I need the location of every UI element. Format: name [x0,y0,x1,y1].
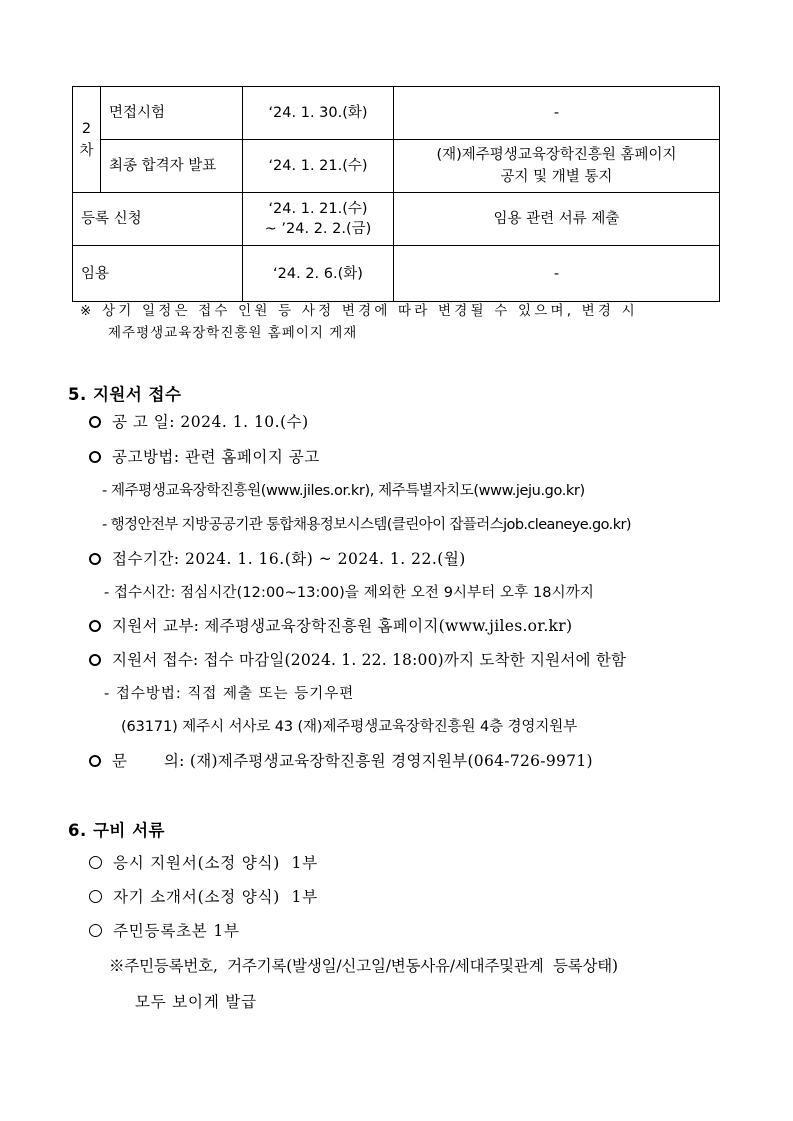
schedule-table [72,86,720,302]
item-cell: 등록 신청 [73,193,243,246]
list-item: - 제주평생교육장학진흥원(www.jiles.or.kr), 제주특별자치도(www.jeju.go.kr) [102,483,585,499]
note-cell: - [394,87,720,140]
note-cell: - [394,246,720,302]
bullet-icon [89,654,101,666]
stage-number: 2 [81,120,92,137]
list-item: 문 의: (재)제주평생교육장학진흥원 경영지원부(064-726-9971) [89,750,593,772]
item-cell: 면접시험 [101,87,243,140]
list-item: 지원서 교부: 제주평생교육장학진흥원 홈페이지(www.jiles.or.kr) [89,615,572,637]
schedule-footnote [80,300,720,344]
stage-cell [73,87,101,193]
stage-suffix: 차 [79,142,94,159]
footnote-line: ※ 상기 일정은 접수 인원 등 사정 변경에 따라 변경될 수 있으며, 변경 시 [80,303,638,319]
list-item: 지원서 접수: 접수 마감일(2024. 1. 22. 18:00)까지 도착한 지원서에 한함 [89,649,626,671]
list-item: 모두 보이게 발급 [135,993,257,1011]
bullet-icon [89,924,102,937]
note-line: 공지 및 개별 통지 [500,169,613,185]
bullet-icon [89,856,102,869]
date-cell: ‘24. 2. 6.(화) [243,246,394,302]
list-item: ※주민등록번호, 거주기록(발생일/신고일/변동사유/세대주및관계 등록상태) [109,957,618,975]
bullet-icon [89,890,102,903]
bullet-icon [89,553,101,565]
bullet-icon [89,416,101,428]
item-cell: 임용 [73,246,243,302]
bullet-icon [89,620,101,632]
note-cell [394,140,720,193]
bullet-icon [89,451,101,463]
note-cell: 임용 관련 서류 제출 [394,193,720,246]
list-item: 공 고 일: 2024. 1. 10.(수) [89,411,309,433]
list-item: 접수기간: 2024. 1. 16.(화) ~ 2024. 1. 22.(월) [89,548,466,570]
table-row [73,140,720,193]
date-line: ‘24. 1. 21.(수) [268,201,368,217]
item-cell: 최종 합격자 발표 [101,140,243,193]
bullet-icon [89,755,101,767]
note-line: (재)제주평생교육장학진흥원 홈페이지 [436,147,677,163]
table-row [73,193,720,246]
table-row [73,87,720,140]
list-item: (63171) 제주시 서사로 43 (재)제주평생교육장학진흥원 4층 경영지원부 [121,719,578,735]
date-cell: ‘24. 1. 30.(화) [243,87,394,140]
date-cell: ‘24. 1. 21.(수) [243,140,394,193]
list-item: - 행정안전부 지방공공기관 통합채용정보시스템(클린아이 잡플러스job.cleaneye.go.kr) [102,517,631,533]
date-cell [243,193,394,246]
list-item: 응시 지원서(소정 양식) 1부 [89,852,318,874]
list-item: - 접수방법: 직접 제출 또는 등기우편 [104,686,355,702]
list-item: 자기 소개서(소정 양식) 1부 [89,886,318,908]
date-line: ~ ’24. 2. 2.(금) [264,221,372,237]
table-row [73,246,720,302]
list-item: 주민등록초본 1부 [89,920,240,942]
list-item: 공고방법: 관련 홈페이지 공고 [89,446,320,468]
section-title-documents: 6. 구비 서류 [68,821,165,840]
section-title-application: 5. 지원서 접수 [68,385,182,404]
footnote-line: 제주평생교육장학진흥원 홈페이지 게재 [108,325,358,341]
list-item: - 접수시간: 점심시간(12:00~13:00)을 제외한 오전 9시부터 오후 18시까지 [104,585,594,601]
